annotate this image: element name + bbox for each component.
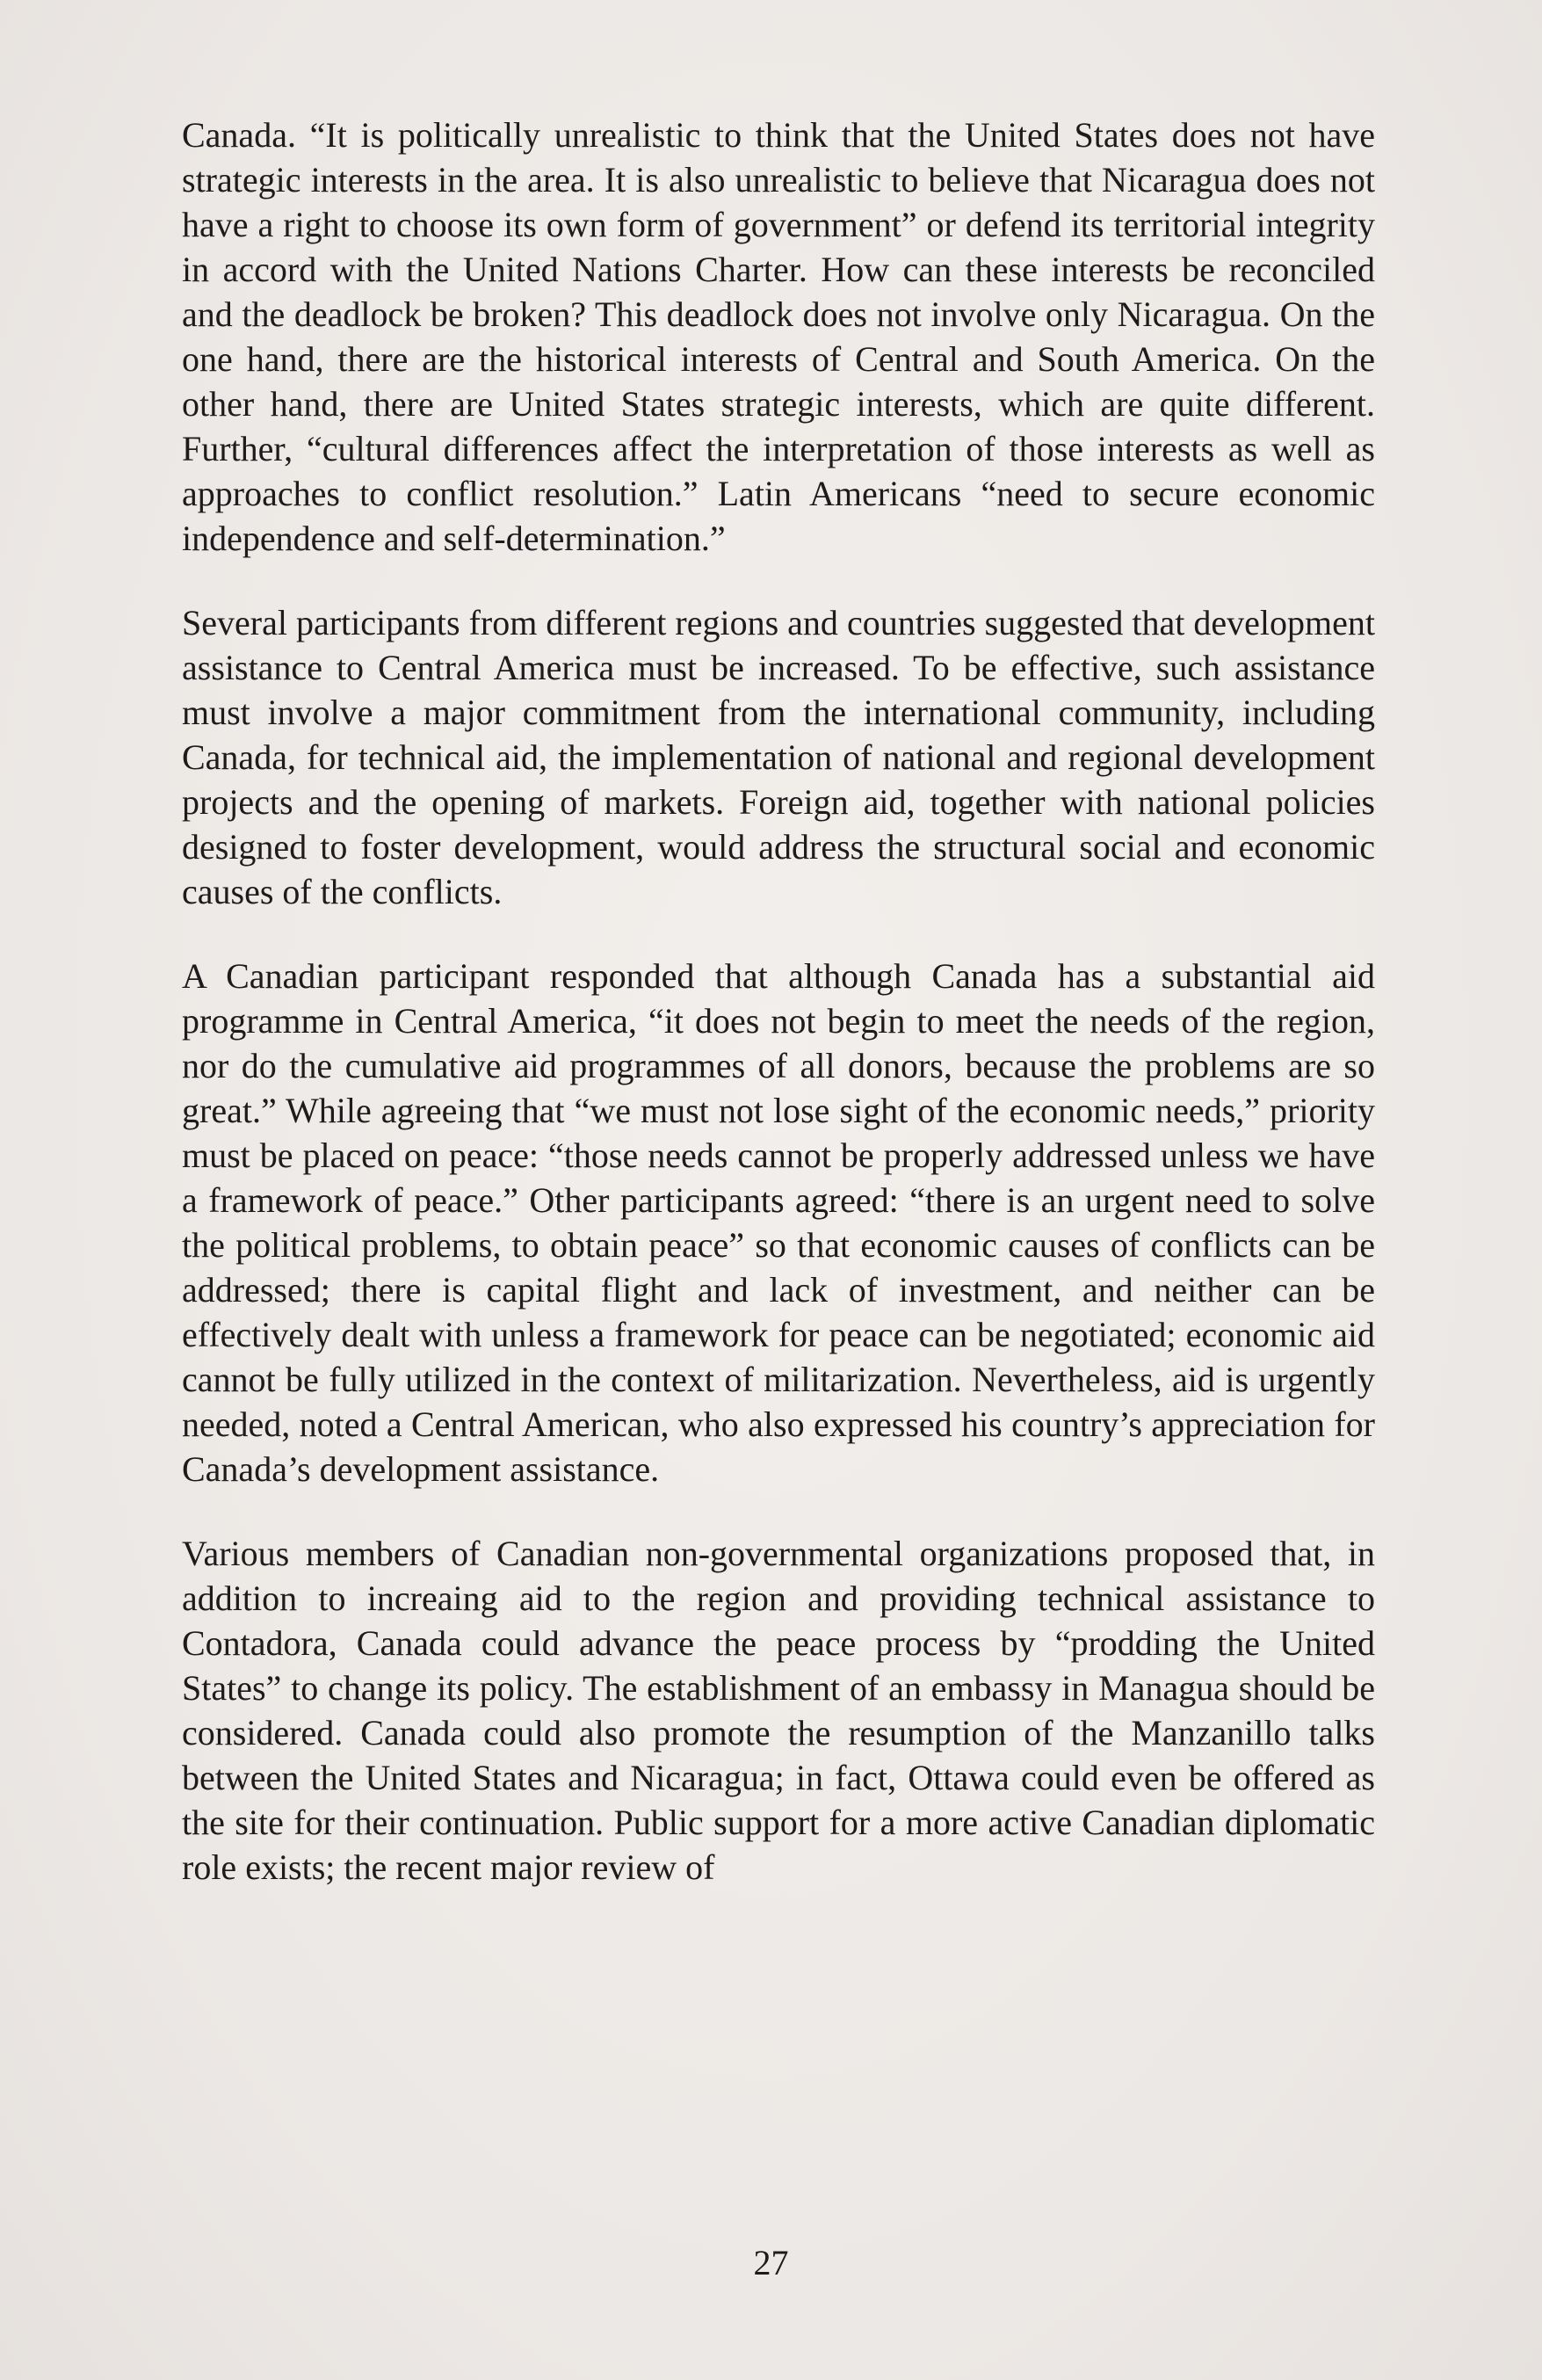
paragraph-4: Various members of Canadian non-governmental organizations proposed that, in addition to increaing aid to the region and providing technical assistance to Contadora, Canada could advance the peace process by “prodding the United States” to change its policy. The establishment of an embassy in Managua should be considered. Canada could also promote the resumption of the Manzanillo talks between the United States and Nicaragua; in fact, Ottawa could even be offered as the site for their continuation. Public support for a more active Canadian diplomatic role exists; the recent major review of bbox=[182, 1534, 1375, 1887]
paragraph-1: Canada. “It is politically unrealistic to think that the United States does not have strategic interests in the area. It is also unrealistic to believe that Nicaragua does not have a right to choose its own form of government” or defend its territorial integrity in accord with the United Nations Charter. How can these interests be reconciled and the deadlock be broken? This deadlock does not involve only Nicaragua. On the one hand, there are the historical interests of Central and South America. On the other hand, there are United States strategic interests, which are quite different. Further, “cultural differences affect the interpretation of those interests as well as approaches to conflict resolution.” Latin Americans “need to secure economic independence and self-determination.” bbox=[182, 115, 1375, 558]
page-number: 27 bbox=[753, 2243, 789, 2282]
paragraph-2: Several participants from different regions and countries suggested that development assistance to Central America must be increased. To be effective, such assistance must involve a major commitment from the international community, including Canada, for technical aid, the implementation of national and regional development projects and the opening of markets. Foreign aid, together with national policies designed to foster development, would address the structural social and economic causes of the conflicts. bbox=[182, 603, 1375, 911]
body-text bbox=[182, 112, 1375, 1890]
paragraph-3: A Canadian participant responded that although Canada has a substantial aid programme in Central America, “it does not begin to meet the needs of the region, nor do the cumulative aid programmes of all donors, because the problems are so great.” While agreeing that “we must not lose sight of the economic needs,” priority must be placed on peace: “those needs cannot be properly addressed unless we have a framework of peace.” Other participants agreed: “there is an urgent need to solve the political problems, to obtain peace” so that economic causes of conflicts can be addressed; there is capital flight and lack of investment, and neither can be effectively dealt with unless a framework for peace can be negotiated; economic aid cannot be fully utilized in the context of militarization. Nevertheless, aid is urgently needed, noted a Central American, who also expressed his country’s appreciation for Canada’s development assistance. bbox=[182, 956, 1375, 1489]
